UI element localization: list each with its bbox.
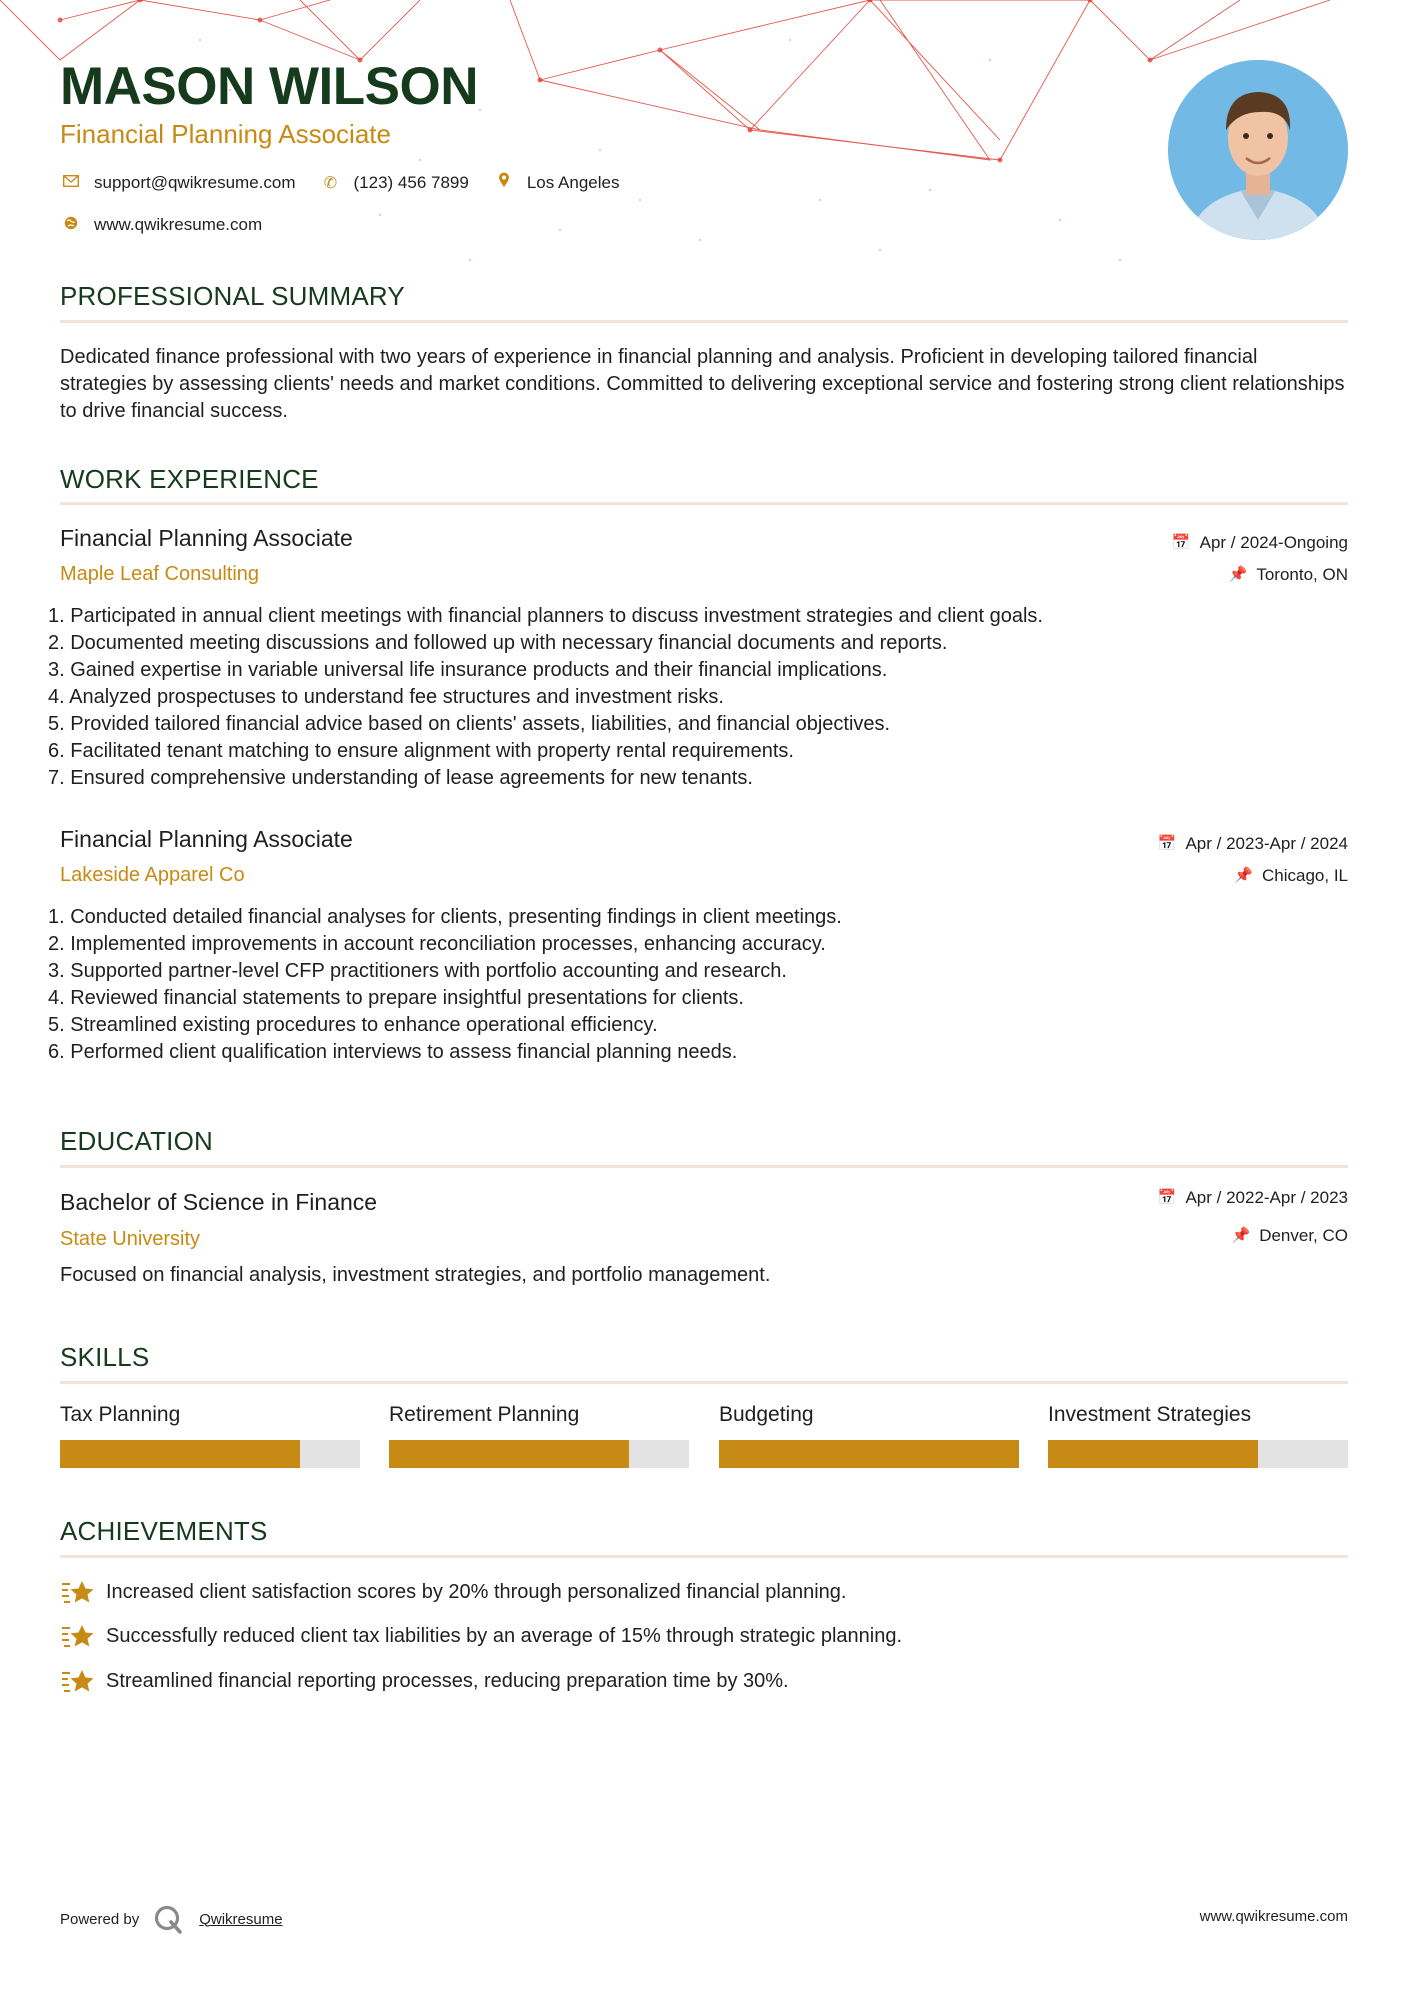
calendar-icon: 📅 — [1171, 534, 1191, 552]
profile-photo — [1168, 60, 1348, 240]
list-item: 7. Ensured comprehensive understanding of lease agreements for new tenants. — [48, 767, 753, 789]
job-dates-text: Apr / 2023-Apr / 2024 — [1185, 834, 1348, 853]
email-link[interactable]: support@qwikresume.com — [94, 172, 296, 192]
education-description: Focused on financial analysis, investment strategies, and portfolio management. — [60, 1264, 771, 1286]
job-location — [1234, 867, 1348, 886]
achievement-text: Successfully reduced client tax liabilities by an average of 15% through strategic planning. — [106, 1624, 903, 1647]
summary-heading: PROFESSIONAL SUMMARY — [60, 281, 405, 311]
list-item: 4. Reviewed financial statements to prepare insightful presentations for clients. — [48, 987, 744, 1009]
list-item: 1. Participated in annual client meetings with financial planners to discuss investment strategies and client goals. — [48, 605, 1043, 627]
pushpin-icon: 📌 — [1228, 566, 1248, 584]
list-item: 6. Facilitated tenant matching to ensure alignment with property rental requirements. — [48, 740, 794, 762]
skill-bar-fill — [719, 1440, 1019, 1468]
job-location-text: Toronto, ON — [1256, 565, 1348, 584]
calendar-icon: 📅 — [1157, 835, 1177, 853]
globe-icon — [60, 216, 82, 235]
calendar-icon: 📅 — [1157, 1189, 1177, 1207]
skill-label: Investment Strategies — [1048, 1403, 1252, 1426]
job-dates — [1172, 534, 1348, 553]
website-row — [60, 215, 262, 235]
website-link[interactable]: www.qwikresume.com — [94, 215, 263, 234]
pushpin-icon: 📌 — [1234, 867, 1253, 885]
list-item: 3. Gained expertise in variable universal life insurance products and their financial implications. — [48, 659, 888, 681]
footer-url[interactable]: www.qwikresume.com — [1199, 1908, 1348, 1925]
list-item: 6. Performed client qualification interviews to assess financial planning needs. — [48, 1041, 738, 1063]
skill-item — [60, 1403, 360, 1468]
skill-item — [1048, 1403, 1348, 1468]
degree-title: Bachelor of Science in Finance — [60, 1189, 378, 1215]
education-location — [1232, 1227, 1349, 1246]
phone-text: (123) 456 7899 — [353, 172, 469, 192]
powered-by-label: Powered by — [60, 1910, 140, 1928]
education-heading: EDUCATION — [60, 1126, 213, 1156]
skill-bar-fill — [389, 1440, 629, 1468]
job-location-text: Chicago, IL — [1262, 866, 1348, 885]
school-name: State University — [60, 1228, 201, 1250]
list-item: 2. Implemented improvements in account reconciliation processes, enhancing accuracy. — [48, 933, 826, 955]
skill-bar — [1048, 1440, 1348, 1468]
star-icon — [60, 1622, 94, 1650]
education-location-text: Denver, CO — [1259, 1226, 1348, 1245]
skill-bar — [60, 1440, 360, 1468]
section-divider — [60, 502, 1348, 505]
envelope-icon — [60, 174, 82, 192]
skill-label: Tax Planning — [60, 1403, 181, 1426]
achievement-item — [60, 1667, 789, 1695]
job-dates — [1158, 835, 1348, 854]
phone-icon: ✆ — [323, 174, 338, 192]
list-item: 5. Streamlined existing procedures to enhance operational efficiency. — [48, 1014, 658, 1036]
skill-item — [719, 1403, 1019, 1468]
pushpin-icon: 📌 — [1231, 1227, 1251, 1245]
candidate-title: Financial Planning Associate — [60, 119, 391, 149]
list-item: 1. Conducted detailed financial analyses for clients, presenting findings in client meetings. — [48, 906, 842, 928]
candidate-name: MASON WILSON — [60, 57, 478, 116]
footer-powered-by — [60, 1904, 283, 1934]
brand-link[interactable]: Qwikresume — [199, 1910, 283, 1928]
contact-row — [60, 172, 619, 193]
achievement-text: Increased client satisfaction scores by 20% through personalized financial planning. — [106, 1580, 847, 1603]
education-dates — [1158, 1189, 1348, 1208]
job-company: Maple Leaf Consulting — [60, 563, 260, 585]
location-text: Los Angeles — [526, 172, 620, 192]
job-title: Financial Planning Associate — [60, 525, 353, 551]
skill-label: Budgeting — [719, 1403, 814, 1426]
list-item: 3. Supported partner-level CFP practitioners with portfolio accounting and research. — [48, 960, 787, 982]
section-divider — [60, 1381, 1348, 1384]
job-location — [1229, 566, 1348, 585]
achievement-item — [60, 1622, 902, 1650]
achievements-heading: ACHIEVEMENTS — [60, 1516, 268, 1546]
qwikresume-logo-icon — [153, 1904, 183, 1934]
skill-label: Retirement Planning — [389, 1403, 580, 1426]
experience-heading: WORK EXPERIENCE — [60, 464, 319, 494]
job-company: Lakeside Apparel Co — [60, 864, 245, 886]
list-item: 4. Analyzed prospectuses to understand fee structures and investment risks. — [48, 686, 724, 708]
achievement-text: Streamlined financial reporting processes, reducing preparation time by 30%. — [106, 1669, 789, 1692]
job-bullets — [48, 904, 1348, 1066]
list-item: 2. Documented meeting discussions and followed up with necessary financial documents and reports. — [48, 632, 948, 654]
section-divider — [60, 1555, 1348, 1558]
skill-bar-fill — [60, 1440, 300, 1468]
job-dates-text: Apr / 2024-Ongoing — [1199, 533, 1348, 552]
section-divider — [60, 320, 1348, 323]
skill-bar — [389, 1440, 689, 1468]
star-icon — [60, 1667, 94, 1695]
skill-bar — [719, 1440, 1019, 1468]
education-dates-text: Apr / 2022-Apr / 2023 — [1185, 1188, 1348, 1207]
summary-text: Dedicated finance professional with two years of experience in financial planning and analysis. Proficient in developing tailored financial strategies by assessing clients' needs and market conditions. Committed to delivering exceptional service and fostering strong client relationships to drive financial success. — [60, 346, 1345, 422]
skill-item — [389, 1403, 689, 1468]
job-bullets — [48, 603, 1348, 792]
skills-heading: SKILLS — [60, 1342, 150, 1372]
achievement-item — [60, 1578, 846, 1606]
skill-bar-fill — [1048, 1440, 1258, 1468]
job-title: Financial Planning Associate — [60, 826, 353, 852]
map-pin-icon — [493, 172, 515, 193]
list-item: 5. Provided tailored financial advice based on clients' assets, liabilities, and financial objectives. — [48, 713, 891, 735]
section-divider — [60, 1165, 1348, 1168]
star-icon — [60, 1578, 94, 1606]
